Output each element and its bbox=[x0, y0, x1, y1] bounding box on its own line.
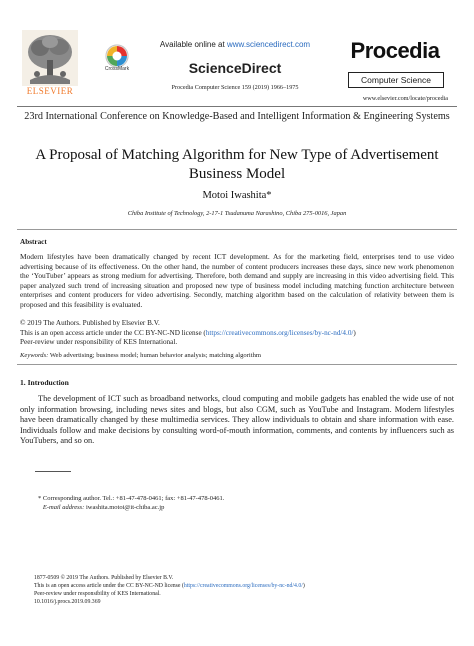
open-access-suffix: ) bbox=[353, 328, 356, 337]
email-label: E-mail address: bbox=[42, 504, 85, 512]
bottom-open-access-prefix: This is an open access article under the CC BY-NC-ND license ( bbox=[34, 583, 184, 590]
bottom-peer-review-line: Peer-review under responsibility of KES International. bbox=[34, 591, 161, 598]
author-affiliation: Chiba Institute of Technology, 2-17-1 Tsudanuma Narashino, Chiba 275-0016, Japan bbox=[127, 210, 347, 217]
issn-line: 1877-0509 © 2019 The Authors. Published by Elsevier B.V. bbox=[34, 575, 174, 581]
keywords-line bbox=[20, 352, 454, 359]
bottom-open-access-line bbox=[34, 582, 454, 590]
journal-citation: Procedia Computer Science 159 (2019) 1966–1975 bbox=[171, 84, 299, 91]
footnote-block bbox=[38, 494, 438, 512]
bottom-open-access-suffix: ) bbox=[302, 583, 305, 590]
copyright-line: © 2019 The Authors. Published by Elsevier B.V. bbox=[20, 319, 160, 327]
peer-review-line: Peer-review under responsibility of KES International. bbox=[20, 338, 178, 347]
email-line bbox=[38, 503, 438, 512]
license-link[interactable]: https://creativecommons.org/licenses/by-nc-nd/4.0/ bbox=[205, 328, 354, 337]
keywords-text: Web advertising; business model; human behavior analysis; matching algorithm bbox=[48, 352, 262, 359]
conference-name: 23rd International Conference on Knowledge-Based and Intelligent Information & Engineering Systems bbox=[24, 111, 450, 122]
sciencedirect-brand: ScienceDirect bbox=[188, 60, 282, 76]
open-access-line bbox=[20, 329, 454, 339]
bottom-license-link[interactable]: https://creativecommons.org/licenses/by-nc-nd/4.0/ bbox=[183, 583, 303, 590]
title-divider bbox=[17, 229, 457, 230]
procedia-subtitle: Computer Science bbox=[348, 72, 444, 88]
available-prefix: Available online at bbox=[159, 40, 227, 49]
paper-title: A Proposal of Matching Algorithm for New Type of Advertisement Business Model bbox=[35, 147, 439, 182]
doi-line[interactable]: 10.1016/j.procs.2019.09.369 bbox=[34, 599, 101, 606]
email-address[interactable]: iwashita.motoi@it-chiba.ac.jp bbox=[84, 504, 165, 512]
introduction-heading: 1. Introduction bbox=[20, 378, 69, 387]
available-online-line bbox=[135, 40, 335, 49]
crossmark-label: CrossMark bbox=[104, 66, 130, 72]
keywords-label: Keywords: bbox=[20, 352, 49, 359]
sciencedirect-link[interactable]: www.sciencedirect.com bbox=[226, 40, 311, 49]
introduction-text: The development of ICT such as broadband networks, cloud computing and mobile gadgets has enabled the wide use of not only information browsing, including news sites and blogs, but also CGM, such as YouTube and Instagram. Modern lifestyles have been dramatically changed by these multimedia services. They allow individuals to obtain and share information with ease. Individuals follow and make decisions by consulting word-of-mouth information, comments, and contents by influencers such as YouTubers, and so on. bbox=[20, 394, 454, 446]
abstract-heading: Abstract bbox=[20, 238, 47, 246]
corresponding-author-note: * Corresponding author. Tel.: +81-47-478-0461; fax: +81-47-478-0461. bbox=[38, 495, 225, 502]
license-block bbox=[20, 319, 454, 348]
abstract-divider bbox=[17, 364, 457, 365]
journal-url[interactable]: www.elsevier.com/locate/procedia bbox=[362, 95, 448, 102]
open-access-prefix: This is an open access article under the CC BY-NC-ND license ( bbox=[20, 328, 206, 337]
bottom-front-matter bbox=[34, 574, 454, 606]
procedia-brand: Procedia bbox=[350, 38, 440, 63]
footnote-divider bbox=[35, 471, 71, 472]
publisher-logo-text: ELSEVIER bbox=[26, 86, 74, 96]
header-divider bbox=[17, 106, 457, 107]
abstract-text: Modern lifestyles have been dramatically changed by recent ICT development. As for the marketing field, enterprises tend to use video advertising because of its effectiveness. On the other hand, the number of content producers increases these days, since new work phenomenon the ‘YouTuber’ appears as strong medium for advertising. Therefore, both demand and supply are increasing in this video advertising field. This paper analyzed such trend of increasing situation and proposed new type of business model including matching function architecture between enterprises and content producers for video advertising. Secondly, matching algorithm based on the calculation of relativity between them is proposed and this feasibility is evaluated. bbox=[20, 252, 454, 309]
author-name: Motoi Iwashita* bbox=[202, 190, 272, 201]
